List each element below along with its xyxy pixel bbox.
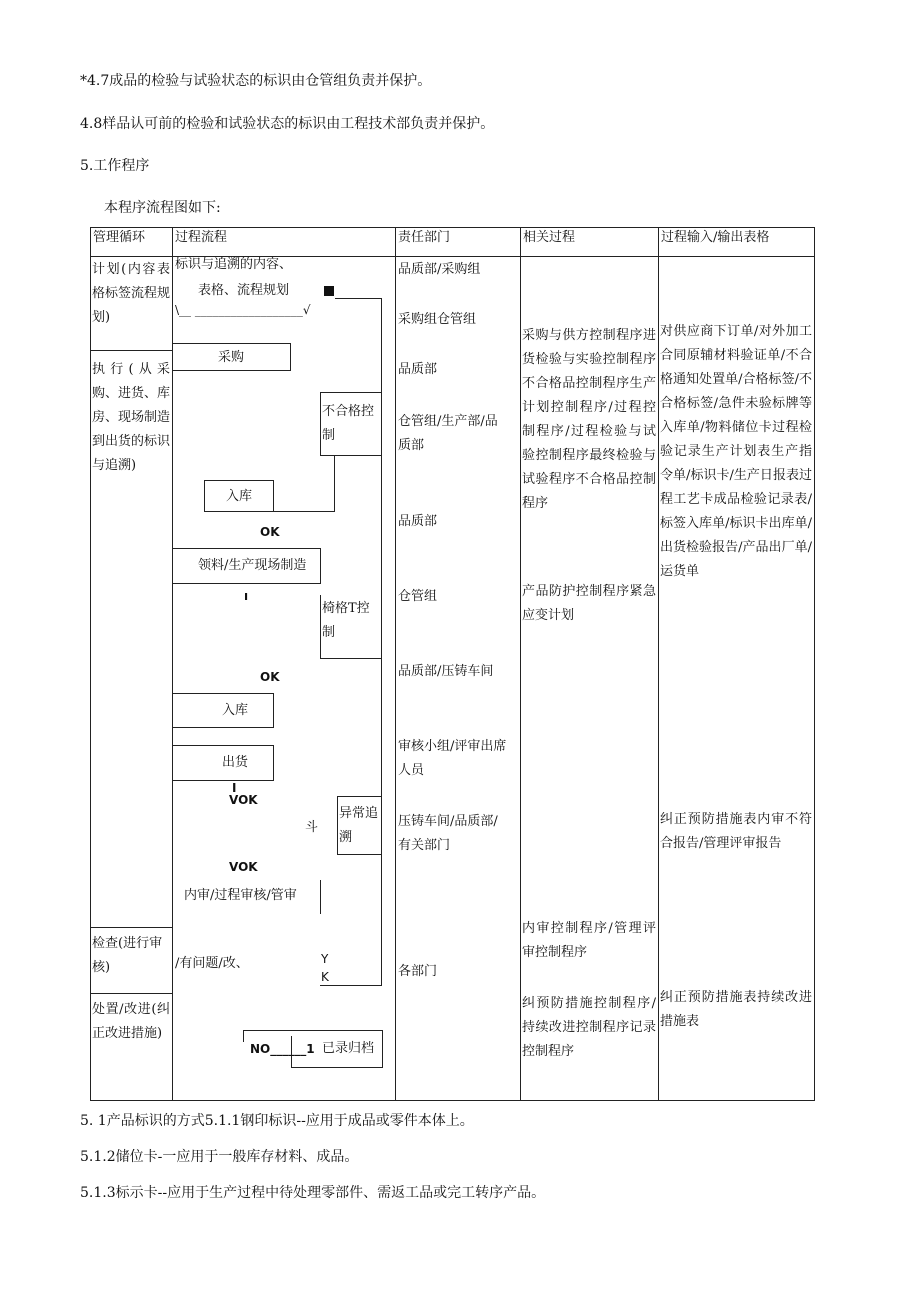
flow-ship: 出货 bbox=[222, 755, 249, 770]
flow-y: Y bbox=[321, 952, 329, 966]
flow-ok-1: OK bbox=[260, 525, 280, 539]
header-forms: 过程输入/输出表格 bbox=[661, 230, 770, 245]
forms-1: 对供应商下订单/对外加工合同原辅材料验证单/不合格通知处置单/合格标签/不合格标签/急件未验标牌等入库单/物料储位卡过程检验记录生产计划表生产指令单/标识卡/生产日报表过程工艺卡成品检验记录表/标签入库单/标识卡出库单/出货检验报告/产品出厂单/运货单 bbox=[660, 324, 812, 579]
flow-ok-2: OK bbox=[260, 670, 280, 684]
flow-tick-1: ı bbox=[244, 589, 249, 603]
dept-9: 压铸车间/品质部/有关部门 bbox=[398, 814, 498, 853]
flow-plan-line3: \__ __________________√ bbox=[175, 303, 311, 317]
cycle-improve: 处置/改进(纠正改进措施) bbox=[92, 1002, 170, 1041]
flow-check-control: 椅格T控制 bbox=[322, 601, 370, 640]
cycle-plan: 计划(内容表格标签流程规划) bbox=[92, 262, 171, 325]
dept-5: 品质部 bbox=[398, 514, 438, 529]
flow-problem: /有问题/改、 bbox=[175, 956, 249, 971]
flow-no-label: NO______1 bbox=[250, 1042, 315, 1056]
related-1: 采购与供方控制程序进货检验与实验控制程序不合格品控制程序生产计划控制程序/过程控制程序/过程检验与试验控制程序最终检验与试验程序不合格品控制程序 bbox=[522, 328, 656, 511]
paragraph-4-7: *4.7成品的检验与试验状态的标识由仓管组负责并保护。 bbox=[80, 73, 432, 89]
flow-stock-in-2: 入库 bbox=[222, 703, 249, 718]
paragraph-5-1-2: 5.1.2储位卡-一应用于一般库存材料、成品。 bbox=[80, 1149, 359, 1165]
flow-audit: 内审/过程审核/管审 bbox=[184, 888, 297, 903]
header-flow: 过程流程 bbox=[175, 230, 228, 245]
paragraph-5-1-3: 5.1.3标示卡--应用于生产过程中待处理零部件、需返工品或完工转序产品。 bbox=[80, 1185, 546, 1201]
flow-purchase: 采购 bbox=[218, 350, 245, 365]
dept-1: 品质部/采购组 bbox=[398, 262, 481, 277]
flow-plan-line1: 标识与追溯的内容、 bbox=[175, 257, 293, 272]
paragraph-5-1: 5. 1产品标识的方式5.1.1钢印标识--应用于成品或零件本体上。 bbox=[80, 1113, 474, 1129]
flow-abnormal: 异常追溯 bbox=[339, 806, 379, 845]
dept-3: 品质部 bbox=[398, 362, 438, 377]
header-cycle: 管理循环 bbox=[93, 230, 146, 245]
flow-vok-2: VOK bbox=[229, 860, 258, 874]
flow-k: K bbox=[321, 970, 329, 984]
header-related: 相关过程 bbox=[523, 230, 576, 245]
flow-plan-line2: 表格、流程规划 bbox=[198, 283, 290, 298]
header-dept: 责任部门 bbox=[398, 230, 451, 245]
flow-vok-1: VOK bbox=[229, 793, 258, 807]
dept-2: 采购组仓管组 bbox=[398, 312, 477, 327]
forms-3: 纠正预防措施表持续改进措施表 bbox=[660, 990, 812, 1029]
flow-marker-square bbox=[324, 286, 334, 296]
cycle-check: 检查(进行审核) bbox=[92, 936, 163, 975]
related-4: 纠预防措施控制程序/持续改进控制程序记录控制程序 bbox=[522, 996, 656, 1059]
related-3: 内审控制程序/管理评审控制程序 bbox=[522, 921, 656, 960]
dept-6: 仓管组 bbox=[398, 589, 438, 604]
section-title-5: 5.工作程序 bbox=[80, 158, 150, 174]
paragraph-4-8: 4.8样品认可前的检验和试验状态的标识由工程技术部负责并保护。 bbox=[80, 116, 495, 132]
related-2: 产品防护控制程序紧急应变计划 bbox=[522, 584, 656, 623]
flow-archive: 已录归档 bbox=[322, 1041, 375, 1056]
forms-2: 纠正预防措施表内审不符合报告/管理评审报告 bbox=[660, 812, 812, 851]
flow-dou: 斗 bbox=[305, 820, 319, 835]
flow-pick: 领料/生产现场制造 bbox=[198, 558, 307, 573]
flowchart-intro: 本程序流程图如下: bbox=[104, 200, 221, 216]
flow-nonconform: 不合格控制 bbox=[322, 404, 375, 443]
flow-stock-in-1: 入库 bbox=[226, 489, 253, 504]
dept-4: 仓管组/生产部/品质部 bbox=[398, 414, 498, 453]
dept-7: 品质部/压铸车间 bbox=[398, 664, 494, 679]
flow-tick-2: I bbox=[232, 781, 237, 795]
dept-8: 审核小组/评审出席人员 bbox=[398, 739, 507, 778]
cycle-execute: 执行(从采购、进货、库房、现场制造到出货的标识与追溯) bbox=[92, 362, 171, 473]
dept-10: 各部门 bbox=[398, 964, 438, 979]
